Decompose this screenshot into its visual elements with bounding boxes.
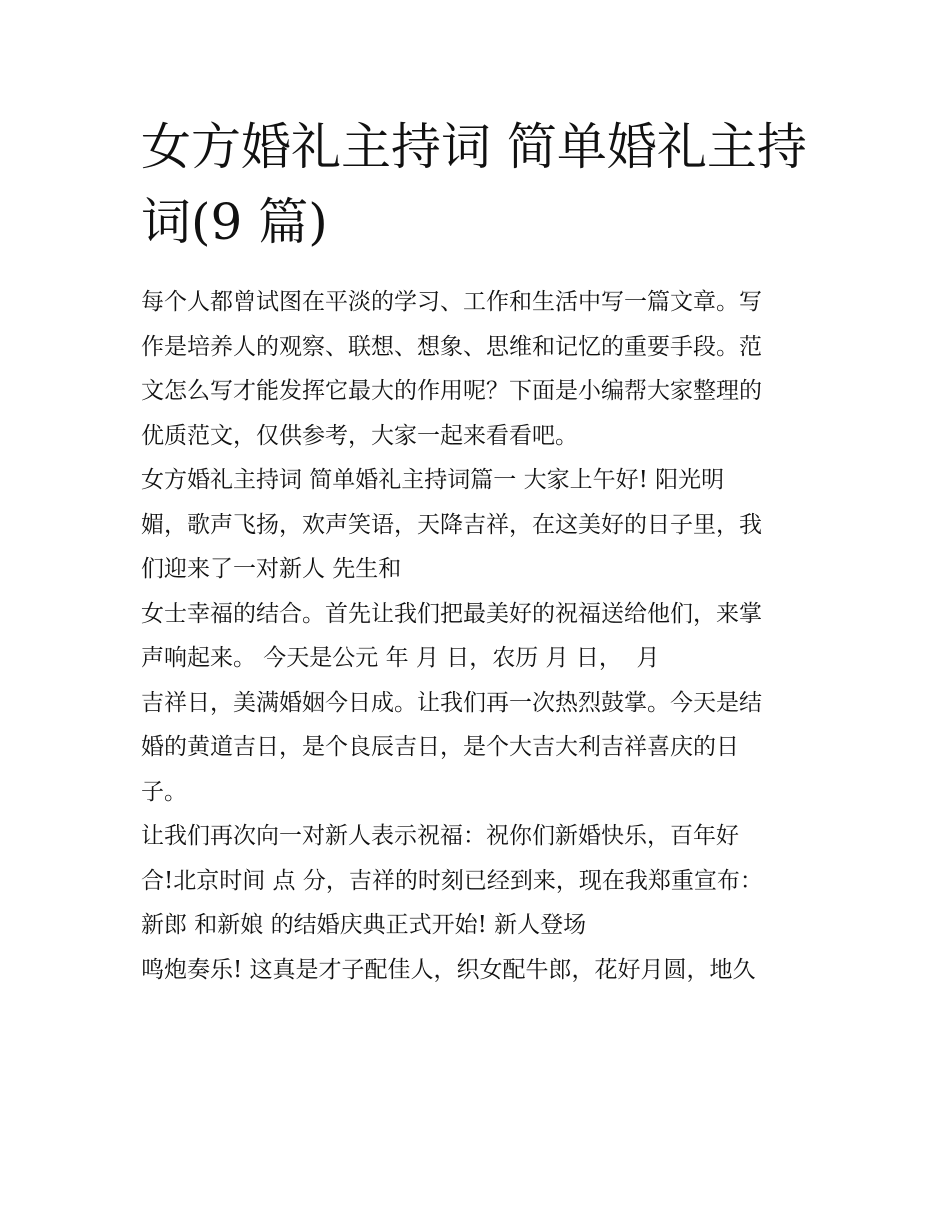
body-line: 文怎么写才能发挥它最大的作用呢？下面是小编帮大家整理的 [141, 378, 762, 404]
body-line: 们迎来了一对新人 先生和 [141, 556, 402, 582]
document-title [141, 110, 821, 260]
body-line: 婚的黄道吉日，是个良辰吉日，是个大吉大利吉祥喜庆的日 [141, 734, 739, 760]
body-line: 让我们再次向一对新人表示祝福：祝你们新婚快乐，百年好 [141, 823, 739, 849]
body-line: 鸣炮奏乐! 这真是才子配佳人，织女配牛郎，花好月圆，地久 [141, 956, 756, 983]
document-body [141, 280, 831, 992]
body-line: 合!北京时间 点 分，吉祥的时刻已经到来，现在我郑重宣布： [141, 867, 763, 894]
body-line: 优质范文，仅供参考，大家一起来看看吧。 [141, 422, 578, 449]
title-line: 词(9 篇) [141, 193, 328, 251]
body-line: 女士幸福的结合。首先让我们把最美好的祝福送给他们，来掌 [141, 600, 762, 627]
body-line: 声响起来。 今天是公元 年 月 日，农历 月 日， 月 [141, 645, 660, 671]
body-line: 新郎 和新娘 的结婚庆典正式开始! 新人登场 [141, 912, 587, 938]
title-line: 女方婚礼主持词 简单婚礼主持 [141, 118, 807, 176]
body-line: 吉祥日，美满婚姻今日成。让我们再一次热烈鼓掌。今天是结 [141, 689, 762, 716]
body-line: 子。 [141, 778, 187, 805]
body-line: 媚，歌声飞扬，欢声笑语，天降吉祥，在这美好的日子里，我 [141, 511, 762, 538]
body-line: 每个人都曾试图在平淡的学习、工作和生活中写一篇文章。写 [141, 289, 762, 315]
body-line: 作是培养人的观察、联想、想象、思维和记忆的重要手段。范 [141, 333, 762, 360]
body-line: 女方婚礼主持词 简单婚礼主持词篇一 大家上午好! 阳光明 [141, 467, 725, 493]
